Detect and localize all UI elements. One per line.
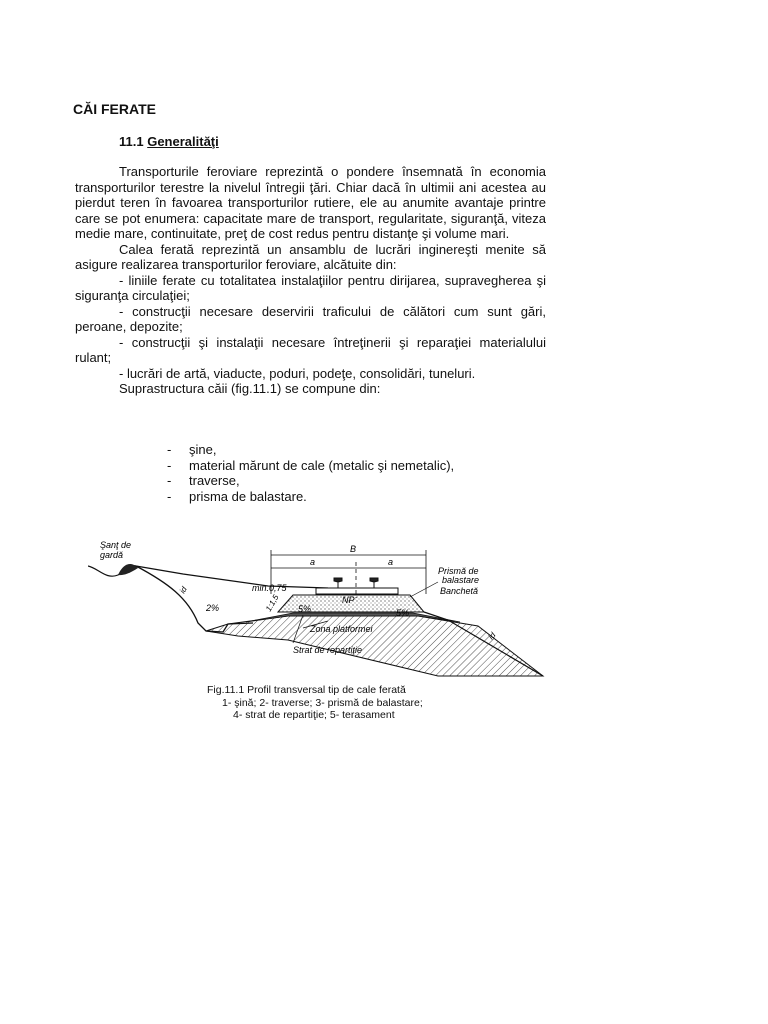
rail-left: [334, 578, 342, 588]
label-pct-right: 5%: [396, 608, 410, 618]
list-item: [75, 473, 546, 489]
leader-prisma: [410, 582, 438, 597]
label-id-right: id: [486, 630, 498, 642]
label-zona: Zona platformei: [310, 624, 373, 634]
list-bullet: -: [167, 457, 172, 473]
list-item-text: traverse,: [189, 473, 240, 488]
label-sant-line2: gardă: [100, 550, 124, 560]
list-item: [75, 489, 546, 505]
paragraph-item-maintenance: - construcţii şi instalaţii necesare întreţinerii şi reparaţiei materialului rulant;: [75, 334, 546, 365]
caption-title: Fig.11.1 Profil transversal tip de cale ferată: [207, 684, 406, 696]
label-a-right: a: [388, 557, 394, 567]
list-bullet: -: [167, 488, 172, 504]
label-pct-mid: 5%: [298, 604, 312, 614]
label-prisma-line1: Prismă de: [438, 566, 479, 576]
rail-right: [370, 578, 378, 588]
paragraph-definition: Calea ferată reprezintă un ansamblu de lucrări inginereşti menite să asigure realizarea transporturilor feroviare, alcătuite din:: [75, 241, 546, 272]
label-slope: 1:1,5: [263, 593, 281, 613]
paragraph-item-stations: - construcţii necesare deservirii traficului de călători cum sunt gări, peroane, depozite;: [75, 303, 546, 334]
section-heading: [119, 134, 219, 149]
label-min: min.0,75: [252, 583, 287, 593]
sleeper: [316, 588, 398, 594]
paragraph-item-lines: - liniile ferate cu totalitatea instalaţiilor pentru dirijarea, supravegherea şi siguranţa circulaţiei;: [75, 272, 546, 303]
paragraph-superstructure: Suprastructura căii (fig.11.1) se compune din:: [119, 381, 381, 396]
caption-legend-line1: 1- şină; 2- traverse; 3- prismă de balastare;: [222, 696, 423, 709]
list-item-text: material mărunt de cale (metalic şi nemetalic),: [189, 457, 455, 473]
list-bullet: -: [167, 473, 172, 488]
paragraph-item-works: - lucrări de artă, viaducte, poduri, podeţe, consolidări, tuneluri.: [119, 365, 476, 381]
section-title: Generalităţi: [147, 134, 219, 149]
label-pct-left: 2%: [206, 603, 220, 613]
label-prisma-line2: balastare: [442, 575, 480, 585]
figure-caption: [207, 684, 423, 722]
paragraph-intro: Transporturile feroviare reprezintă o pondere însemnată în economia transporturilor terestre la nivelul întregii ţări. Chiar dacă în ultimii ani acestea au pierdut teren în favoarea transporturilor rutiere, ele au anumite avantaje printre care se pot enumera: capacitate mare de transport, regularitate, siguranţă, viteza medie mare, continuitate, preţ de cost redus pentru distanţe şi volume mari.: [75, 164, 546, 241]
label-np: NP: [342, 595, 355, 605]
label-b: B: [350, 544, 357, 554]
list-item: [75, 442, 546, 458]
body-text: [75, 164, 546, 397]
label-strat: Strat de repartiţie: [293, 645, 363, 655]
label-sant-line1: Şanţ de: [100, 540, 132, 550]
label-a-left: a: [310, 557, 316, 567]
label-bancheta: Banchetă: [440, 586, 479, 596]
railway-cross-section-figure: [88, 528, 548, 688]
chapter-title: CĂI FERATE: [73, 101, 156, 117]
caption-legend-line2: 4- strat de repartiţie; 5- terasament: [233, 709, 395, 721]
list-item-text: prisma de balastare.: [189, 488, 307, 504]
label-id-left: id: [177, 585, 189, 595]
list-item: [75, 458, 546, 474]
superstructure-list: [75, 442, 546, 504]
section-number: 11.1: [119, 134, 144, 149]
list-bullet: -: [167, 442, 172, 457]
list-item-text: şine,: [189, 442, 217, 457]
